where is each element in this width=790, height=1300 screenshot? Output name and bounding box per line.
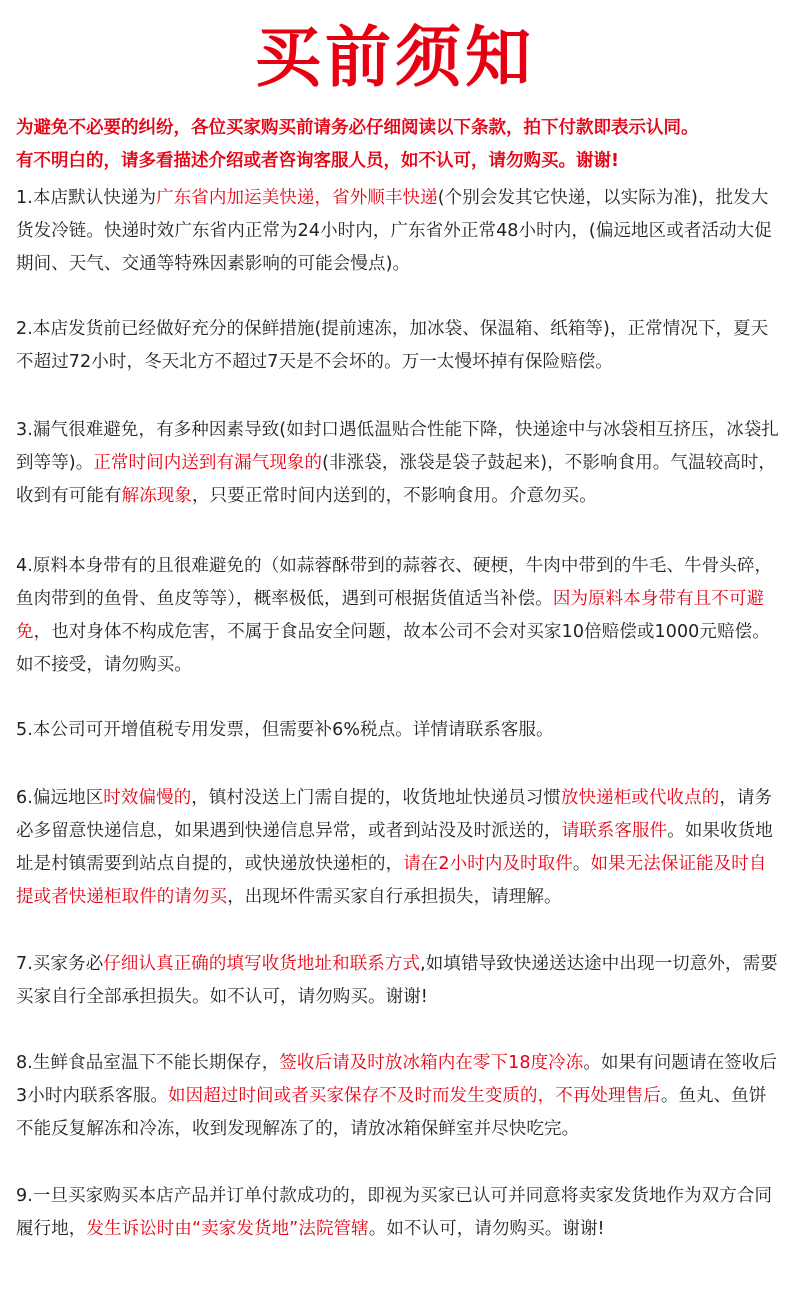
clause-highlight: 解冻现象 <box>121 486 193 506</box>
clause-8 <box>16 1047 781 1146</box>
clause-9 <box>16 1180 781 1246</box>
clause-highlight: 因为原料本身带有且不可避免 <box>16 589 765 642</box>
clause-text: ，也对身体不构成危害，不属于食品安全问题，故本公司不会对买家10倍赔偿或1000元赔偿。如不接受，请勿购买。 <box>16 622 770 675</box>
clause-2 <box>16 313 781 379</box>
clause-text: ，镇村没送上门需自提的，收货地址快递员习惯 <box>191 788 561 808</box>
clause-text: 4.原料本身带有的且很难避免的（如蒜蓉酥带到的蒜蓉衣、硬梗，牛肉中带到的牛毛、牛骨头碎，鱼肉带到的鱼骨、鱼皮等等），概率极低，遇到可根据货值适当补偿。 <box>16 556 773 609</box>
clause-text: 7.买家务必 <box>16 954 104 974</box>
clause-text: (个别会发其它快递，以实际为准)，批发大货发冷链。快递时效广东省内正常为24小时内，广东省外正常48小时内，(偏远地区或者活动大促期间、天气、交通等特殊因素影响的可能会慢点)。 <box>16 188 772 274</box>
page-title: 买前须知 <box>255 19 535 96</box>
clause-text: (非涨袋，涨袋是袋子鼓起来)，不影响食用。气温较高时，收到有可能有 <box>16 453 776 506</box>
intro-line: 为避免不必要的纠纷，各位买家购买前请务必仔细阅读以下条款，拍下付款即表示认同。 <box>16 118 699 138</box>
clause-4 <box>16 550 781 682</box>
clause-highlight: 时效偏慢的 <box>103 788 192 808</box>
intro-line: 有不明白的，请多看描述介绍或者咨询客服人员，如不认可，请勿购买。谢谢! <box>16 151 619 171</box>
clause-highlight: 签收后请及时放冰箱内在零下18度冷冻 <box>279 1053 584 1073</box>
clause-text: 。如不认可，请勿购买。谢谢! <box>368 1219 605 1239</box>
clause-highlight: 发生诉讼时由“卖家发货地”法院管辖 <box>86 1219 369 1239</box>
clause-highlight: 请在2小时内及时取件 <box>403 854 573 874</box>
clause-7 <box>16 948 781 1014</box>
clause-text: ，只要正常时间内送到的，不影响食用。介意勿买。 <box>192 486 597 506</box>
clause-text: 5.本公司可开增值税专用发票，但需要补6%税点。详情请联系客服。 <box>16 720 554 740</box>
clause-text: 。鱼丸、鱼饼不能反复解冻和冷冻，收到发现解冻了的，请放冰箱保鲜室并尽快吃完。 <box>16 1086 767 1139</box>
clause-highlight: 请联系客服件 <box>561 821 668 841</box>
clause-text: 。 <box>572 854 591 874</box>
clause-highlight: 如因超过时间或者买家保存不及时而发生变质的，不再处理售后 <box>168 1086 661 1106</box>
clause-text: ，出现坏件需买家自行承担损失，请理解。 <box>227 887 562 907</box>
clause-highlight: 仔细认真正确的填写收货地址和联系方式 <box>103 954 421 974</box>
clause-highlight: 正常时间内送到有漏气现象的 <box>93 453 323 473</box>
clause-6 <box>16 782 781 914</box>
clause-5 <box>16 714 781 747</box>
clause-text: 3.漏气很难避免，有多种因素导致(如封口遇低温贴合性能下降，快递途中与冰袋相互挤压，冰袋扎到等等)。 <box>16 420 780 473</box>
clause-text: 1.本店默认快递为 <box>16 188 157 208</box>
clause-text: ，请务必多留意快递信息，如果遇到快递信息异常，或者到站没及时派送的， <box>16 788 773 841</box>
clause-text: 。如果有问题请在签收后3小时内联系客服。 <box>16 1053 777 1106</box>
clause-text: 6.偏远地区 <box>16 788 104 808</box>
clause-1 <box>16 182 781 281</box>
clause-highlight: 广东省内加运美快递，省外顺丰快递 <box>156 188 438 208</box>
clause-text: ,如填错导致快递送达途中出现一切意外，需要买家自行全部承担损失。如不认可，请勿购买。谢谢! <box>16 954 778 1007</box>
clause-text: 2.本店发货前已经做好充分的保鲜措施(提前速冻，加冰袋、保温箱、纸箱等)，正常情况下，夏天不超过72小时，冬天北方不超过7天是不会坏的。万一太慢坏掉有保险赔偿。 <box>16 319 769 372</box>
clause-3 <box>16 414 781 513</box>
clause-text: 8.生鲜食品室温下不能长期保存， <box>16 1053 280 1073</box>
clause-highlight: 如果无法保证能及时自提或者快递柜取件的请勿买 <box>16 854 767 907</box>
intro-notice <box>16 112 781 178</box>
clause-text: 9.一旦买家购买本店产品并订单付款成功的，即视为买家已认可并同意将卖家发货地作为双方合同履行地， <box>16 1186 773 1239</box>
clause-text: 。如果收货地址是村镇需要到站点自提的，或快递放快递柜的， <box>16 821 773 874</box>
clause-highlight: 放快递柜或代收点的 <box>560 788 720 808</box>
